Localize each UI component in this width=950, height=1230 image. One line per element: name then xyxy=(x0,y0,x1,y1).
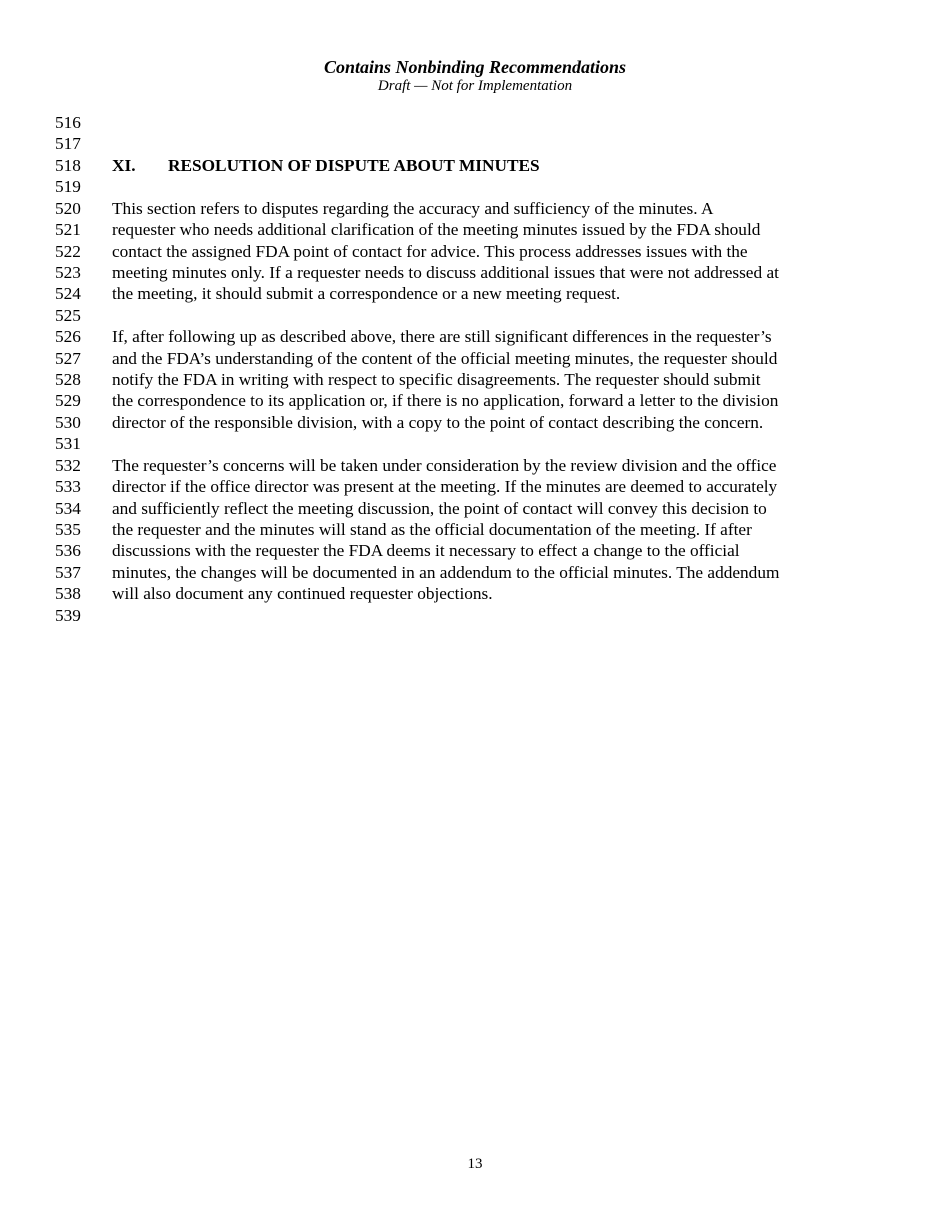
line-number: 534 xyxy=(55,498,81,518)
line-number: 518 xyxy=(55,155,81,175)
line-number: 525 xyxy=(55,305,81,325)
line-number: 537 xyxy=(55,562,81,582)
line-number: 530 xyxy=(55,412,81,432)
line-number: 536 xyxy=(55,541,81,561)
line xyxy=(0,583,950,604)
section-heading xyxy=(112,155,540,176)
section-title: RESOLUTION OF DISPUTE ABOUT MINUTES xyxy=(168,155,540,175)
line-text: The requester’s concerns will be taken under consideration by the review division and the office xyxy=(112,455,777,475)
line-number: 529 xyxy=(55,391,81,411)
line xyxy=(0,198,950,219)
line-number: 527 xyxy=(55,348,81,368)
line-number: 533 xyxy=(55,477,81,497)
line-text: contact the assigned FDA point of contact for advice. This process addresses issues with the xyxy=(112,241,748,261)
line-number: 522 xyxy=(55,241,81,261)
line xyxy=(0,262,950,283)
line xyxy=(0,519,950,540)
line-number: 517 xyxy=(55,134,81,154)
line xyxy=(0,390,950,411)
line xyxy=(0,433,950,454)
line xyxy=(0,562,950,583)
line xyxy=(0,176,950,197)
line xyxy=(0,219,950,240)
section-heading-line xyxy=(0,155,950,176)
line-text: the requester and the minutes will stand as the official documentation of the meeting. If after xyxy=(112,520,752,540)
document-body xyxy=(0,112,950,626)
line xyxy=(0,133,950,154)
line xyxy=(0,305,950,326)
line-text: and sufficiently reflect the meeting discussion, the point of contact will convey this decision to xyxy=(112,498,767,518)
line-text: the correspondence to its application or, if there is no application, forward a letter to the division xyxy=(112,391,779,411)
line-text: discussions with the requester the FDA deems it necessary to effect a change to the official xyxy=(112,541,740,561)
line-number: 531 xyxy=(55,434,81,454)
line-number: 532 xyxy=(55,455,81,475)
line xyxy=(0,369,950,390)
section-number: XI. xyxy=(112,155,136,175)
line-number: 526 xyxy=(55,327,81,347)
line-text: the meeting, it should submit a correspondence or a new meeting request. xyxy=(112,284,621,304)
line xyxy=(0,112,950,133)
line xyxy=(0,241,950,262)
line-number: 523 xyxy=(55,262,81,282)
line-number: 521 xyxy=(55,220,81,240)
line-text: notify the FDA in writing with respect to specific disagreements. The requester should submit xyxy=(112,370,761,390)
line xyxy=(0,540,950,561)
line-number: 535 xyxy=(55,520,81,540)
line-text: requester who needs additional clarification of the meeting minutes issued by the FDA should xyxy=(112,220,761,240)
line-number: 538 xyxy=(55,584,81,604)
line-text: will also document any continued requester objections. xyxy=(112,584,493,604)
line-number: 519 xyxy=(55,177,81,197)
line-text: director if the office director was present at the meeting. If the minutes are deemed to accurately xyxy=(112,477,778,497)
line-number: 539 xyxy=(55,605,81,625)
line-number: 516 xyxy=(55,113,81,132)
line xyxy=(0,605,950,626)
line-text: This section refers to disputes regarding the accuracy and sufficiency of the minutes. A xyxy=(112,198,714,218)
line-number: 524 xyxy=(55,284,81,304)
line xyxy=(0,283,950,304)
line xyxy=(0,455,950,476)
line xyxy=(0,348,950,369)
page-header xyxy=(0,57,950,95)
header-subtitle: Draft — Not for Implementation xyxy=(377,78,573,94)
line-number: 528 xyxy=(55,370,81,390)
page-number: 13 xyxy=(467,1156,483,1172)
line xyxy=(0,326,950,347)
line-text: director of the responsible division, with a copy to the point of contact describing the concern. xyxy=(112,412,764,432)
line-text: minutes, the changes will be documented in an addendum to the official minutes. The addendum xyxy=(112,562,780,582)
line-text: and the FDA’s understanding of the content of the official meeting minutes, the requester should xyxy=(112,348,778,368)
line xyxy=(0,476,950,497)
line xyxy=(0,498,950,519)
line-number: 520 xyxy=(55,198,81,218)
line-text: meeting minutes only. If a requester needs to discuss additional issues that were not addressed at xyxy=(112,262,779,282)
line-text: If, after following up as described above, there are still significant differences in the requester’s xyxy=(112,327,772,347)
header-title: Contains Nonbinding Recommendations xyxy=(323,57,627,77)
line xyxy=(0,412,950,433)
